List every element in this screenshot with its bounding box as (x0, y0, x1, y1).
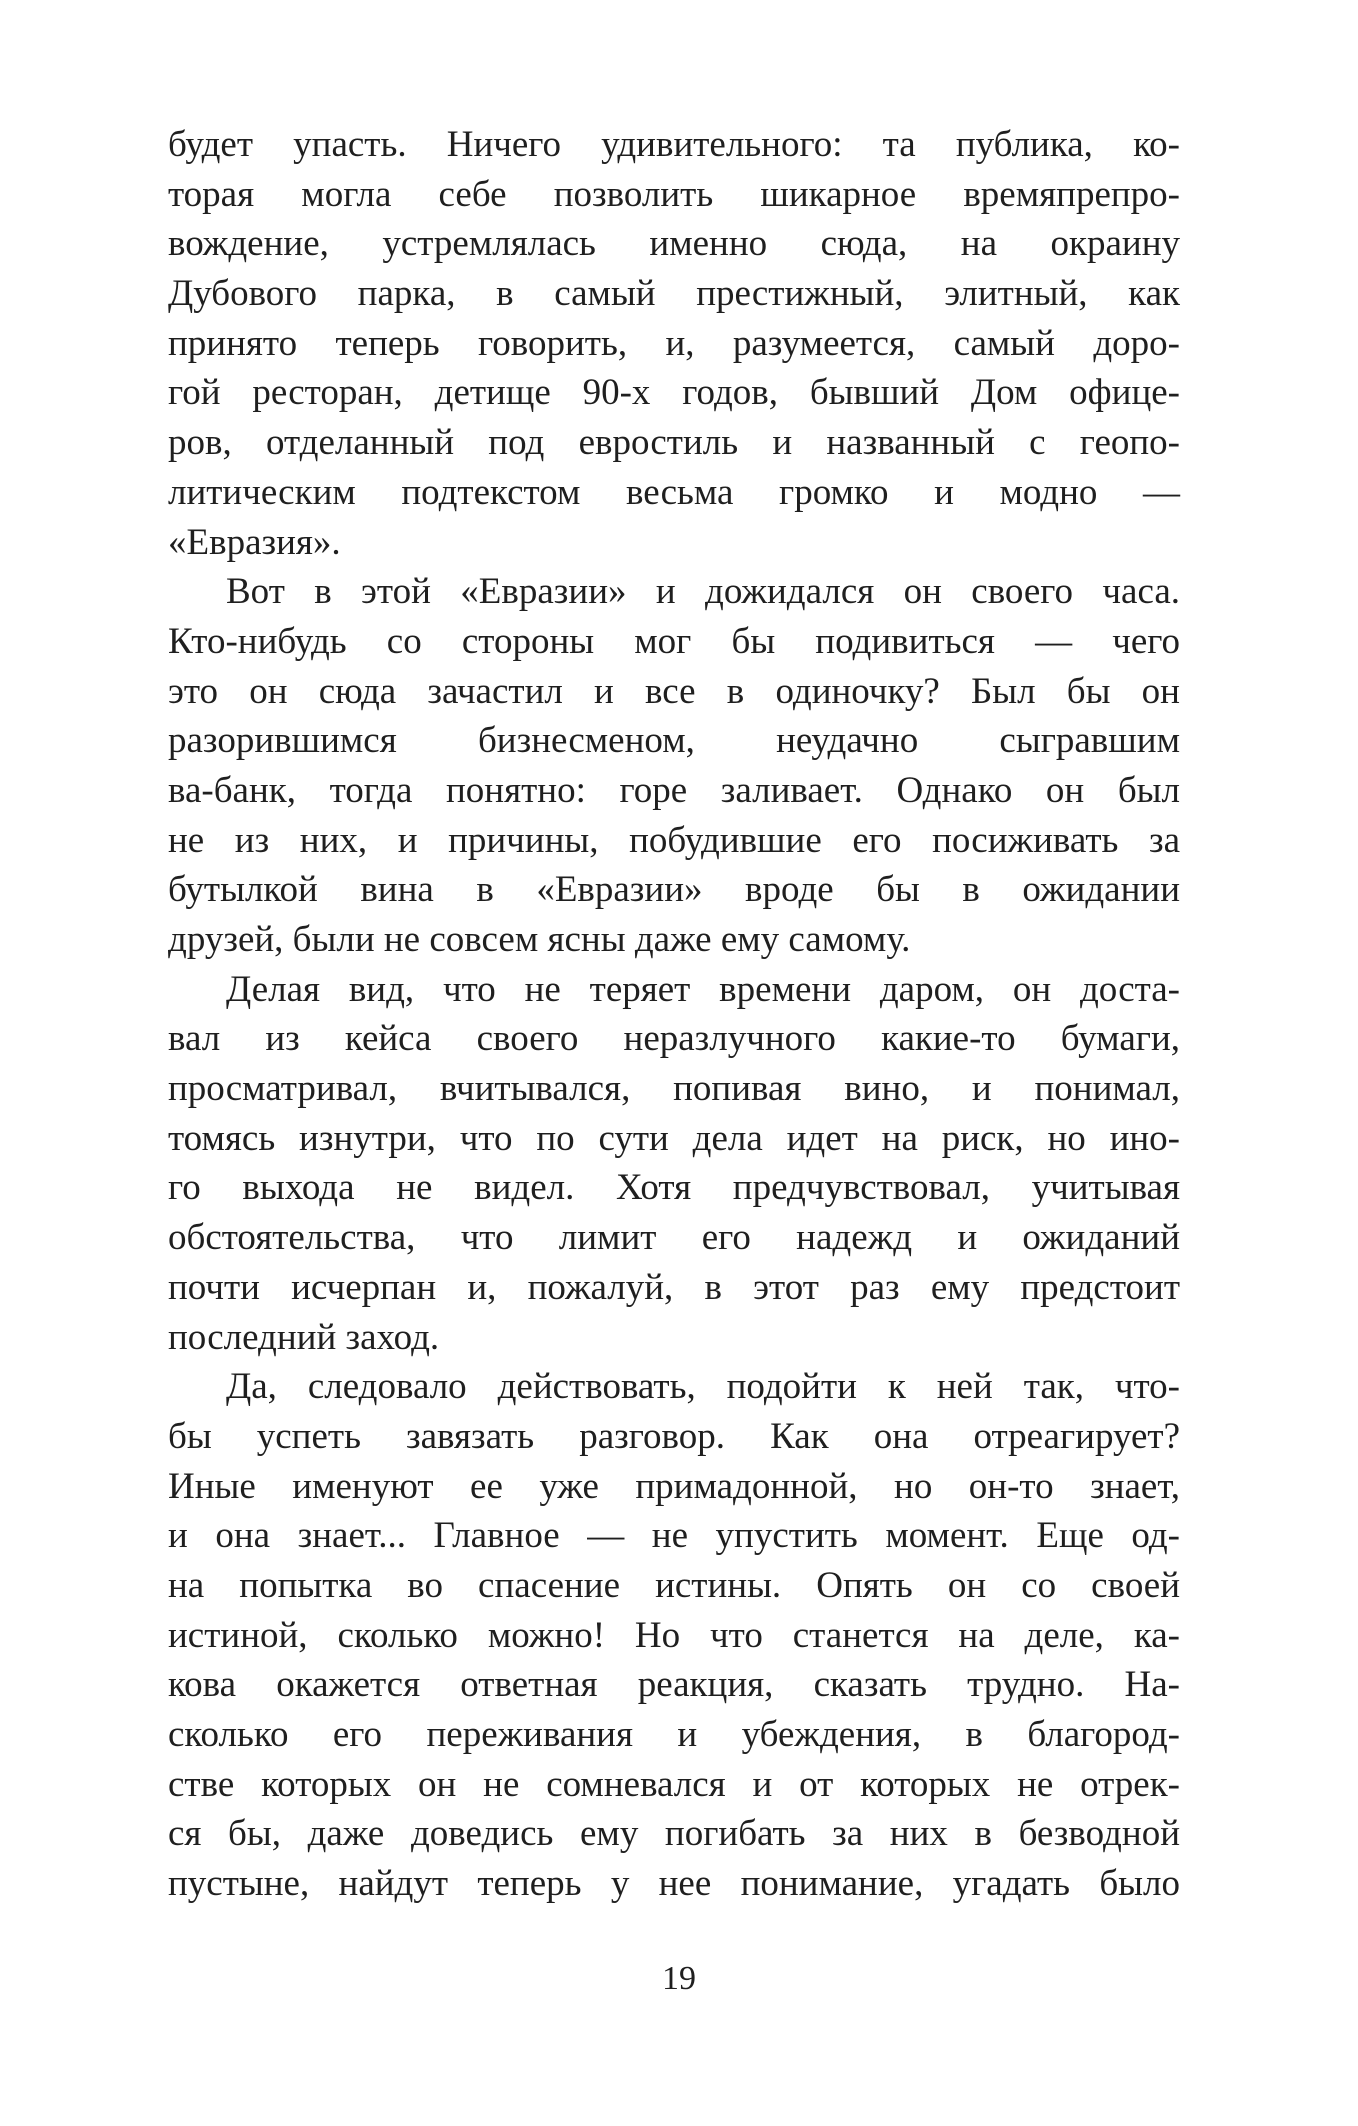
text-line: бутылкой вина в «Евразии» вроде бы в ожидании (168, 869, 1180, 911)
text-line: не из них, и причины, побудившие его посиживать за (168, 819, 1180, 861)
text-line: просматривал, вчитывался, попивая вино, и понимал, (168, 1068, 1180, 1110)
page-number: 19 (662, 1960, 696, 1997)
text-line: бы успеть завязать разговор. Как она отреагирует? (168, 1415, 1180, 1457)
text-line: ся бы, даже доведись ему погибать за них в безводной (168, 1813, 1180, 1855)
text-line: торая могла себе позволить шикарное времяпрепро- (168, 173, 1180, 215)
text-line: истиной, сколько можно! Но что станется на деле, ка- (168, 1614, 1180, 1656)
text-line: разорившимся бизнесменом, неудачно сыгравшим (168, 720, 1180, 762)
text-line: кова окажется ответная реакция, сказать трудно. На- (168, 1664, 1180, 1706)
body-text (168, 120, 1180, 1909)
text-line: ва-банк, тогда понятно: горе заливает. Однако он был (168, 769, 1180, 811)
text-line: почти исчерпан и, пожалуй, в этот раз ему предстоит (168, 1266, 1180, 1308)
text-line: вождение, устремлялась именно сюда, на окраину (168, 223, 1180, 265)
text-line: го выхода не видел. Хотя предчувствовал, учитывая (168, 1167, 1180, 1209)
text-line: это он сюда зачастил и все в одиночку? Был бы он (168, 670, 1180, 712)
text-line: гой ресторан, детище 90-х годов, бывший Дом офице- (168, 372, 1180, 414)
text-line: Дубового парка, в самый престижный, элитный, как (168, 273, 1180, 315)
text-line: Иные именуют ее уже примадонной, но он-то знает, (168, 1465, 1180, 1507)
text-line: пустыне, найдут теперь у нее понимание, угадать было (168, 1863, 1180, 1905)
text-line: литическим подтекстом весьма громко и модно — (168, 471, 1180, 513)
text-line: Делая вид, что не теряет времени даром, он доста- (226, 968, 1180, 1010)
text-line: вал из кейса своего неразлучного какие-то бумаги, (168, 1018, 1180, 1060)
paragraph (168, 1362, 1180, 1909)
text-line: сколько его переживания и убеждения, в благород- (168, 1714, 1180, 1755)
text-line: Да, следовало действовать, подойти к ней так, что- (226, 1366, 1180, 1408)
text-line: стве которых он не сомневался и от которых не отрек- (168, 1763, 1180, 1805)
text-line: «Евразия». (168, 521, 341, 563)
text-line: ров, отделанный под евростиль и названный с геопо- (168, 422, 1180, 464)
text-line: будет упасть. Ничего удивительного: та публика, ко- (168, 124, 1180, 165)
text-line: принято теперь говорить, и, разумеется, самый доро- (168, 322, 1180, 364)
text-line: последний заход. (168, 1316, 440, 1358)
paragraph (168, 120, 1180, 567)
paragraph (168, 567, 1180, 965)
text-line: Вот в этой «Евразии» и дожидался он своего часа. (226, 571, 1180, 613)
text-line: друзей, были не совсем ясны даже ему самому. (168, 919, 911, 960)
text-line: обстоятельства, что лимит его надежд и ожиданий (168, 1217, 1180, 1259)
text-line: Кто-нибудь со стороны мог бы подивиться — чего (168, 620, 1180, 662)
text-line: томясь изнутри, что по сути дела идет на риск, но ино- (168, 1117, 1180, 1159)
paragraph (168, 965, 1180, 1363)
text-line: и она знает... Главное — не упустить момент. Еще од- (168, 1515, 1180, 1557)
text-line: на попытка во спасение истины. Опять он со своей (168, 1564, 1180, 1606)
